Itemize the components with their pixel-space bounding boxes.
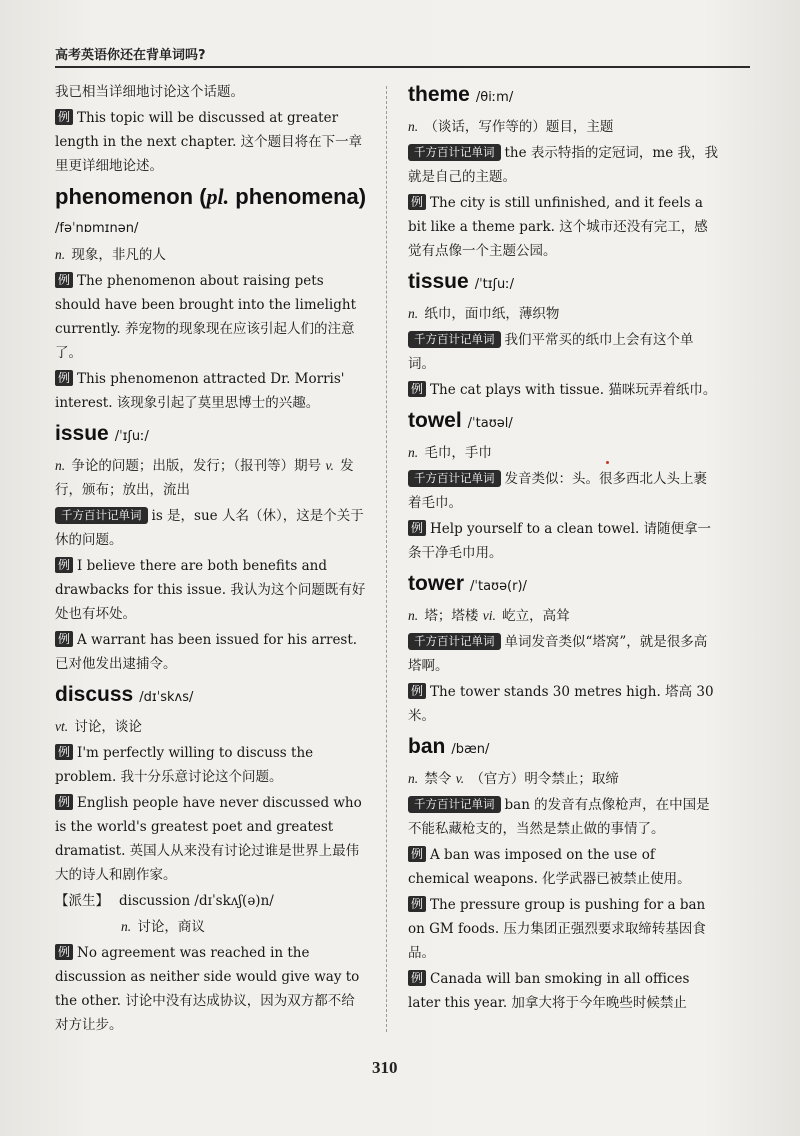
- entry-towel: [408, 406, 720, 439]
- phonetic: /bæn/: [451, 742, 490, 757]
- phonetic: /ˈtaʊəl/: [467, 416, 513, 431]
- entry-theme: [408, 80, 720, 113]
- headword: tower: [408, 572, 465, 595]
- example-badge: 例: [408, 896, 426, 912]
- example: 例 The tower stands 30 metres high. 塔高 30 米。: [408, 684, 714, 724]
- tip-badge: 千方百计记单词: [408, 796, 501, 813]
- example: 例 English people have never discussed who is the world's greatest poet and greatest dramatist. 英国人从来没有讨论过谁是世界上最伟大的诗人和剧作家。: [55, 795, 362, 883]
- memory-tip: 千方百计记单词 发音类似：头。很多西北人头上裹着毛巾。: [408, 471, 707, 511]
- example-badge: 例: [408, 846, 426, 862]
- definition: n. 现象，非凡的人: [55, 247, 166, 263]
- entry-discuss: [55, 680, 367, 713]
- page-number: 310: [372, 1058, 398, 1077]
- memory-tip: 千方百计记单词 单词发音类似“塔窝”，就是很多高塔啊。: [408, 634, 708, 674]
- derivation-definition: n. 讨论，商议: [121, 919, 205, 935]
- example: 例 I'm perfectly willing to discuss the problem. 我十分乐意讨论这个问题。: [55, 745, 314, 785]
- definition: n. （谈话，写作等的）题目，主题: [408, 119, 614, 135]
- entry-tower: [408, 569, 720, 602]
- left-column: [55, 80, 367, 1039]
- definition: n. 塔；塔楼 vi. 屹立，高耸: [408, 608, 570, 624]
- example-badge: 例: [55, 557, 73, 573]
- example: 例 No agreement was reached in the discussion as neither side would give way to the other. 讨论中没有达成协议，因为双方都不给对方让步。: [55, 945, 360, 1033]
- header-rule: [55, 66, 750, 68]
- running-title: 高考英语你还在背单词吗?: [55, 48, 206, 63]
- headword: ban: [408, 735, 446, 758]
- example-badge: 例: [408, 520, 426, 536]
- column-divider: [386, 86, 387, 1032]
- example: 例 A warrant has been issued for his arrest. 已对他发出逮捕令。: [55, 632, 358, 672]
- definition: n. 纸巾，面巾纸，薄织物: [408, 306, 560, 322]
- tip-badge: 千方百计记单词: [408, 331, 501, 348]
- example: 例 A ban was imposed on the use of chemical weapons. 化学武器已被禁止使用。: [408, 847, 691, 887]
- memory-tip: 千方百计记单词 ban 的发音有点像枪声，在中国是不能私藏枪支的，当然是禁止做的事情了。: [408, 797, 710, 837]
- example: 例 Help yourself to a clean towel. 请随便拿一条干净毛巾用。: [408, 521, 712, 561]
- phonetic: /fəˈnɒmɪnən/: [55, 221, 139, 236]
- definition: vt. 讨论，谈论: [55, 719, 142, 735]
- example-badge: 例: [408, 381, 426, 397]
- example: 例 Canada will ban smoking in all offices later this year. 加拿大将于今年晚些时候禁止: [408, 971, 690, 1011]
- entry-phenomenon: [55, 182, 367, 215]
- headword: towel: [408, 409, 462, 432]
- phonetic: /ˈɪʃuː/: [114, 429, 149, 444]
- phonetic: /ˈtɪʃuː/: [474, 277, 514, 292]
- example-badge: 例: [408, 194, 426, 210]
- headword: issue: [55, 422, 109, 445]
- right-column: [408, 80, 720, 1017]
- definition: n. 禁令 v. （官方）明令禁止；取缔: [408, 771, 619, 787]
- memory-tip: 千方百计记单词 我们平常买的纸巾上会有这个单词。: [408, 332, 694, 372]
- example-text: This topic will be discussed at greater length in the next chapter. 这个题目将在下一章里更详细地论述。: [55, 110, 363, 174]
- tip-badge: 千方百计记单词: [55, 507, 148, 524]
- memory-tip: 千方百计记单词 is 是，sue 人名（休），这是个关于休的问题。: [55, 508, 364, 548]
- tip-badge: 千方百计记单词: [408, 470, 501, 487]
- phonetic: /ˈtaʊə(r)/: [470, 579, 527, 594]
- example-badge: 例: [408, 970, 426, 986]
- example-badge: 例: [55, 272, 73, 288]
- phonetic: /θiːm/: [475, 90, 514, 105]
- example: 例 The cat plays with tissue. 猫咪玩弄着纸巾。: [408, 378, 720, 402]
- example: 例 The pressure group is pushing for a ban on GM foods. 压力集团正强烈要求取缔转基因食品。: [408, 897, 706, 961]
- tip-badge: 千方百计记单词: [408, 633, 501, 650]
- memory-tip: 千方百计记单词 the 表示特指的定冠词，me 我，我就是自己的主题。: [408, 145, 718, 185]
- entry-ban: [408, 732, 720, 765]
- headword: tissue: [408, 270, 469, 293]
- example: [55, 106, 367, 178]
- headword: theme: [408, 83, 470, 106]
- entry-issue: [55, 419, 367, 452]
- phonetic: /dɪˈskʌs/: [139, 690, 194, 705]
- example: 例 The city is still unfinished, and it feels a bit like a theme park. 这个城市还没有完工，感觉有点像一个主题公园。: [408, 195, 708, 259]
- example-badge: 例: [55, 794, 73, 810]
- headword: phenomenon (pl. phenomena): [55, 184, 367, 209]
- example-badge: 例: [55, 944, 73, 960]
- example: 例 The phenomenon about raising pets should have been brought into the limelight currently. 养宠物的现象现在应该引起人们的注意了。: [55, 273, 357, 361]
- definition: n. 毛巾，手巾: [408, 445, 492, 461]
- example-badge: 例: [55, 370, 73, 386]
- tip-badge: 千方百计记单词: [408, 144, 501, 161]
- example: 例 This phenomenon attracted Dr. Morris' interest. 该现象引起了莫里思博士的兴趣。: [55, 371, 345, 411]
- example: 例 I believe there are both benefits and drawbacks for this issue. 我认为这个问题既有好处也有坏处。: [55, 558, 366, 622]
- entry-tissue: [408, 267, 720, 300]
- example-badge: 例: [408, 683, 426, 699]
- headword: discuss: [55, 683, 134, 706]
- definition: n. 争论的问题；出版，发行；（报刊等）期号 v. 发行，颁布；放出，流出: [55, 458, 354, 498]
- example-badge: 例: [55, 631, 73, 647]
- derivation: 【派生】 discussion /dɪˈskʌʃ(ə)n/: [55, 893, 274, 909]
- example-badge: 例: [55, 744, 73, 760]
- continued-text: 我已相当详细地讨论这个话题。: [55, 84, 244, 100]
- example-badge: 例: [55, 109, 73, 125]
